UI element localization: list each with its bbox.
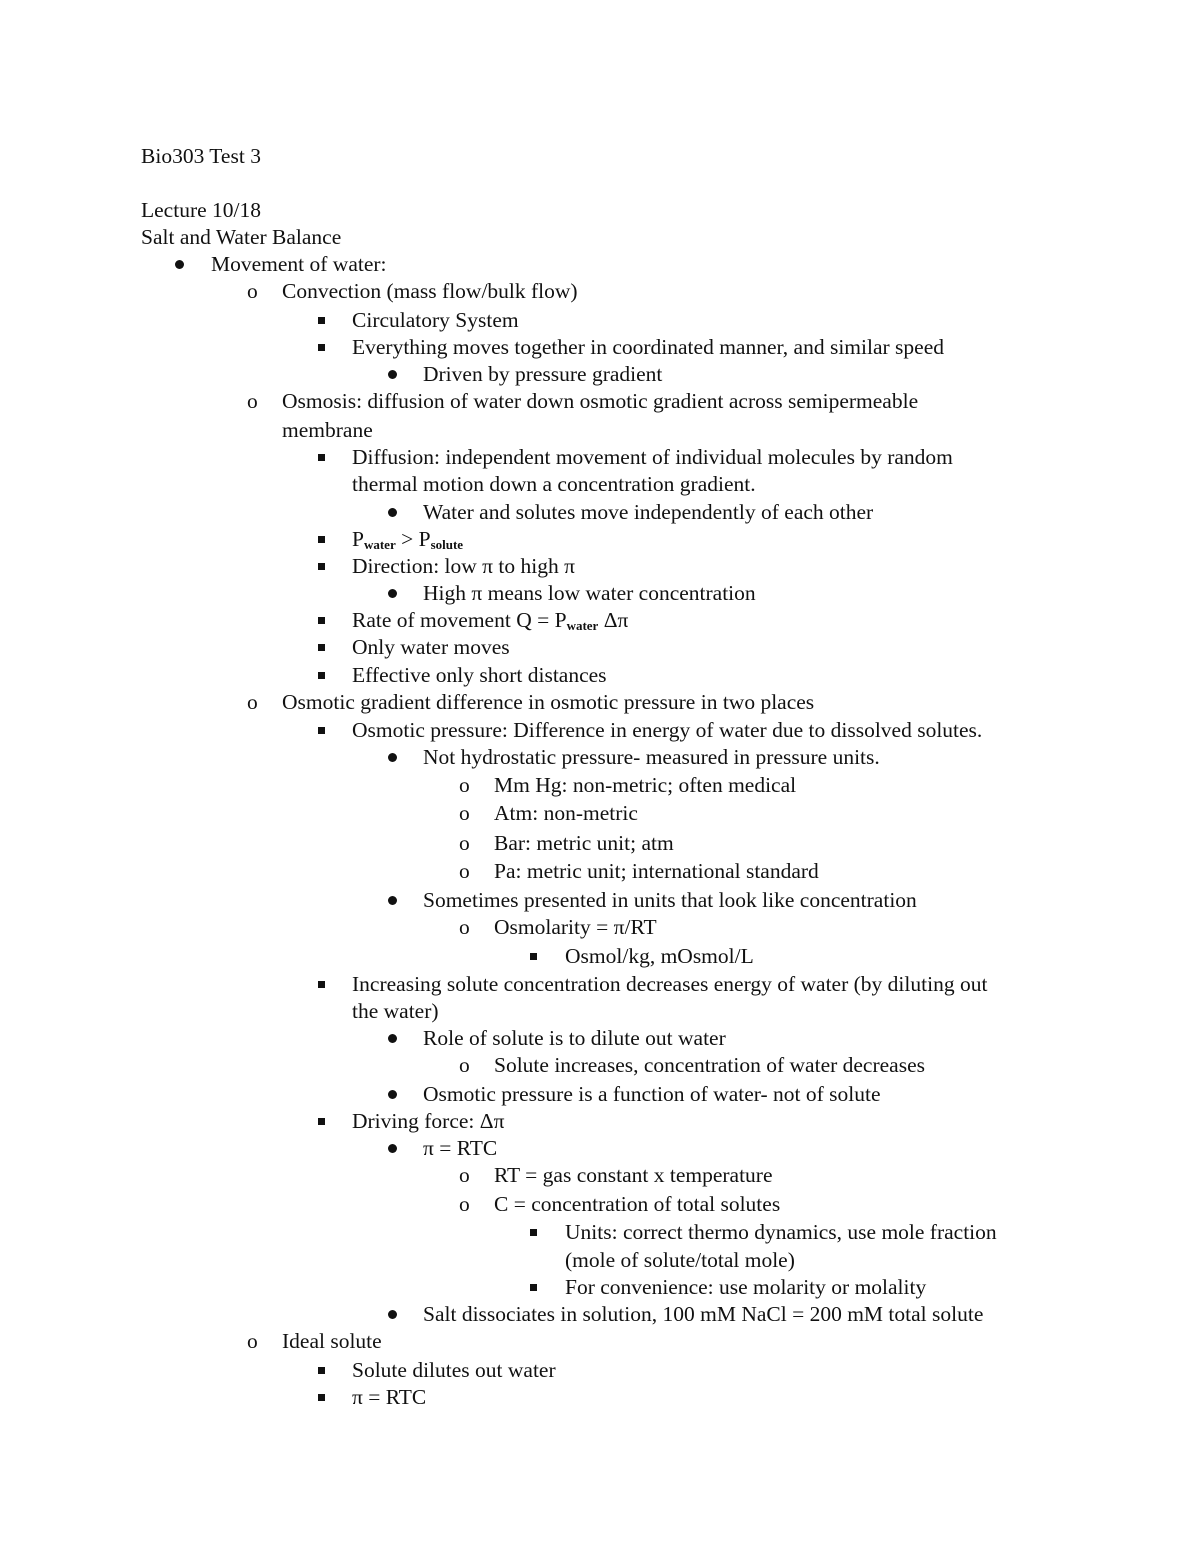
bullet-dot-icon <box>388 579 397 607</box>
bullet-dot-icon <box>388 360 397 388</box>
note-line: Pa: metric unit; international standard <box>494 859 819 883</box>
bullet-square-icon <box>318 606 325 634</box>
bullet-dot-icon <box>175 250 184 278</box>
bullet-circle-icon: o <box>459 1053 470 1077</box>
bullet-square-icon <box>318 633 325 661</box>
bullet-dot-icon <box>388 1024 397 1052</box>
bullet-circle-icon: o <box>459 831 470 855</box>
note-line: C = concentration of total solutes <box>494 1192 781 1216</box>
bullet-square-icon <box>318 306 325 334</box>
note-line: membrane <box>282 418 373 442</box>
bullet-square-icon <box>318 1356 325 1384</box>
note-line: Osmosis: diffusion of water down osmotic gradient across semipermeable <box>282 389 919 413</box>
note-line: Direction: low π to high π <box>352 554 575 578</box>
note-line: thermal motion down a concentration gradient. <box>352 472 756 496</box>
bullet-circle-icon: o <box>247 279 258 303</box>
bullet-circle-icon: o <box>459 1163 470 1187</box>
bullet-circle-icon: o <box>247 690 258 714</box>
note-line: Circulatory System <box>352 308 519 332</box>
bullet-square-icon <box>318 1107 325 1135</box>
note-line: Mm Hg: non-metric; often medical <box>494 773 797 797</box>
note-line: π = RTC <box>352 1385 427 1409</box>
topic-heading: Salt and Water Balance <box>141 225 342 249</box>
bullet-square-icon <box>530 1273 537 1301</box>
note-line: Atm: non-metric <box>494 801 638 825</box>
note-line: Everything moves together in coordinated manner, and similar speed <box>352 335 945 359</box>
note-line: Solute increases, concentration of water decreases <box>494 1053 925 1077</box>
note-line: Units: correct thermo dynamics, use mole fraction <box>565 1220 997 1244</box>
note-line: Ideal solute <box>282 1329 382 1353</box>
bullet-dot-icon <box>388 498 397 526</box>
note-line: RT = gas constant x temperature <box>494 1163 773 1187</box>
note-line: Movement of water: <box>211 252 387 276</box>
bullet-dot-icon <box>388 1300 397 1328</box>
note-line: Water and solutes move independently of each other <box>423 500 874 524</box>
note-line: Driven by pressure gradient <box>423 362 663 386</box>
note-line: π = RTC <box>423 1136 498 1160</box>
bullet-circle-icon: o <box>247 389 258 413</box>
bullet-square-icon <box>318 661 325 689</box>
bullet-circle-icon: o <box>459 915 470 939</box>
note-line: Driving force: Δπ <box>352 1109 505 1133</box>
note-line: High π means low water concentration <box>423 581 756 605</box>
note-line: Osmotic pressure: Difference in energy of water due to dissolved solutes. <box>352 718 983 742</box>
note-line: Only water moves <box>352 635 510 659</box>
note-line: Salt dissociates in solution, 100 mM NaCl = 200 mM total solute <box>423 1302 984 1326</box>
bullet-dot-icon <box>388 743 397 771</box>
bullet-circle-icon: o <box>247 1329 258 1353</box>
note-line: Role of solute is to dilute out water <box>423 1026 726 1050</box>
bullet-circle-icon: o <box>459 1192 470 1216</box>
bullet-dot-icon <box>388 1134 397 1162</box>
bullet-square-icon <box>318 552 325 580</box>
bullet-square-icon <box>530 942 537 970</box>
note-line: Bar: metric unit; atm <box>494 831 674 855</box>
bullet-circle-icon: o <box>459 859 470 883</box>
note-line: Solute dilutes out water <box>352 1358 556 1382</box>
bullet-square-icon <box>318 443 325 471</box>
bullet-dot-icon <box>388 886 397 914</box>
bullet-square-icon <box>318 1383 325 1411</box>
bullet-square-icon <box>530 1218 537 1246</box>
bullet-square-icon <box>318 333 325 361</box>
bullet-square-icon <box>318 970 325 998</box>
bullet-circle-icon: o <box>459 773 470 797</box>
note-line: Increasing solute concentration decreases energy of water (by diluting out <box>352 972 988 996</box>
note-line: Diffusion: independent movement of individual molecules by random <box>352 445 953 469</box>
note-line: Osmotic pressure is a function of water- not of solute <box>423 1082 881 1106</box>
note-line: the water) <box>352 999 439 1023</box>
note-line: $P_{water} > P_{solute}$ <box>352 527 464 552</box>
note-line: Osmol/kg, mOsmol/L <box>565 944 754 968</box>
note-line: Osmotic gradient difference in osmotic pressure in two places <box>282 690 815 714</box>
lecture-heading: Lecture 10/18 <box>141 198 261 222</box>
note-line: Effective only short distances <box>352 663 607 687</box>
bullet-dot-icon <box>388 1080 397 1108</box>
note-line: Convection (mass flow/bulk flow) <box>282 279 578 303</box>
note-line: For convenience: use molarity or molality <box>565 1275 927 1299</box>
note-line: (mole of solute/total mole) <box>565 1248 795 1272</box>
note-line: Not hydrostatic pressure- measured in pressure units. <box>423 745 880 769</box>
bullet-square-icon <box>318 525 325 553</box>
note-line: Rate of movement $Q = P_{water}$ Δπ <box>352 608 629 633</box>
note-line: Osmolarity = π/RT <box>494 915 657 939</box>
document-title: Bio303 Test 3 <box>141 144 261 168</box>
note-line: Sometimes presented in units that look like concentration <box>423 888 917 912</box>
bullet-circle-icon: o <box>459 801 470 825</box>
bullet-square-icon <box>318 716 325 744</box>
